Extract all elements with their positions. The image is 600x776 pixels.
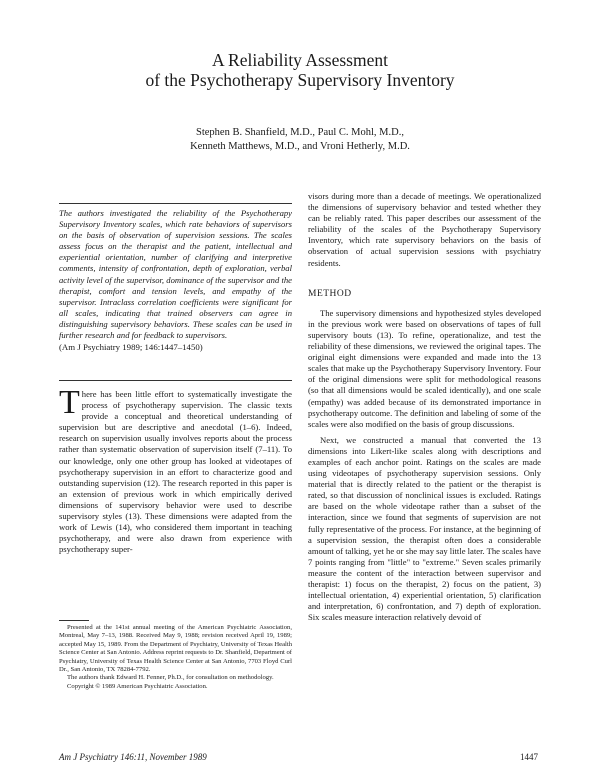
footnote-rule (59, 620, 89, 621)
abstract-block (59, 208, 292, 353)
continuation-paragraph: visors during more than a decade of meetings. We operationalized the dimensions of supervisory behavior and tested whether they can be reliably rated. This paper describes our assessment of the reliability of the scales of the Psychotherapy Supervisory Inventory, which rate supervisory behaviors on the basis of observation of actual supervision sessions with psychiatry residents. (308, 191, 541, 268)
footnotes (59, 624, 292, 691)
journal-footer: Am J Psychiatry 146:11, November 1989 (59, 752, 207, 762)
introduction (59, 384, 292, 555)
abstract-text: The authors investigated the reliability of the Psychotherapy Supervisory Inventory scales, which rate behaviors of supervisors on the basis of observation of supervision sessions. The scales assess focus on the therapist and the patient, intellectual and experiential orientation, number of clarifying and interpretive comments, intensity of confrontation, depth of exploration, verbal activity level of the supervisor, dominance of the supervisor and the therapist, comfort and tension levels, and empathy of the supervisor. Intraclass correlation coefficients were significant for all scales, indicating that trained observers can agree in distinguishing supervisory behaviors. These scales can be used in further research and for feedback to supervisors. (59, 208, 292, 341)
authors-line-2: Kenneth Matthews, M.D., and Vroni Hetherly, M.D. (190, 141, 410, 152)
footnote-copyright: Copyright © 1989 American Psychiatric Association. (67, 682, 208, 690)
footnote-presented: Presented at the 141st annual meeting of the American Psychiatric Association, Montreal, May 7–13, 1988. Received May 9, 1988; revision received April 19, 1989; accepted May 15, 1989. From the Department of Psychiatry, University of Texas Health Science Center at San Antonio. Address reprint requests to Dr. Shanfield, Department of Psychiatry, University of Texas Health Science Center at San Antonio, 7703 Floyd Curl Dr., San Antonio, TX 78284-7792. (59, 624, 292, 674)
abstract-bottom-rule (59, 380, 292, 381)
footnote-acknowledgment: The authors thank Edward H. Fenner, Ph.D., for consultation on methodology. (67, 674, 274, 682)
intro-text: here has been little effort to systematically investigate the process of psychotherapy supervision. The classic texts provide a conceptual and theoretical understanding of supervision but are descriptive and anecdotal (1–6). Indeed, research on supervision usually involves reports about the process rather than systematic observation of supervision itself (7–11). To our knowledge, only one other group has looked at videotapes of psychotherapy supervision in an effort to characterize good and outstanding supervision (12). The research reported in this paper is an extension of previous work in which empirically derived dimensions of supervisory behavior were used to describe supervisory styles (13). These dimensions were adapted from the work of Lewis (14), who considered them important in teaching psychotherapy, and were also drawn from experience with psychotherapy super- (59, 389, 292, 555)
authors-line-1: Stephen B. Shanfield, M.D., Paul C. Mohl, M.D., (196, 127, 404, 138)
title-line-1: A Reliability Assessment (212, 50, 388, 70)
title-line-2: of the Psychotherapy Supervisory Inventory (145, 70, 455, 90)
right-column (308, 191, 541, 623)
drop-cap: T (59, 384, 80, 421)
method-heading: METHOD (308, 288, 352, 299)
abstract-top-rule (59, 203, 292, 204)
author-list (0, 126, 600, 154)
method-paragraph-1: The supervisory dimensions and hypothesized styles developed in the previous work were based on observations of tapes of full supervisory bouts (13). To refine, operationalize, and test the reliability of these dimensions, we reviewed the original tapes. The original eight dimensions were expanded and made into the 13 scales that make up the Psychotherapy Supervisory Inventory. Four of the original dimensions were split for methodological reasons (so that all dimensions would be scaled identically), and one scale (empathy) was added because of its demonstrated importance in psychotherapy outcome. The definition and labeling of some of the scales were also modified on the basis of group discussions. (308, 307, 541, 429)
intro-paragraph (59, 384, 292, 555)
article-title (0, 50, 600, 90)
abstract-citation: (Am J Psychiatry 1989; 146:1447–1450) (59, 342, 203, 353)
page-number: 1447 (520, 752, 538, 762)
method-paragraph-2: Next, we constructed a manual that converted the 13 dimensions into Likert-like scales along with descriptions and examples of each anchor point. Ratings on the scales are made using videotapes of psychotherapy supervision sessions. Only material that is directly related to the patient or the therapist is rated, so that discussion of nonclinical issues is excluded. Ratings are based on the whole videotape rather than a subset of the interaction, since we found that segments of supervision are not fully representative of the process. For instance, at the beginning of a supervision session, the therapist often does a considerable amount of talking, yet he or she may say little later. The scales have 7 points ranging from "little" to "extreme." Seven scales primarily measure the content of the interaction between supervisor and therapist: 1) focus on the therapist, 2) focus on the patient, 3) intellectual orientation, 4) experiential orientation, 5) clarification and interpretation, 6) confrontation, and 7) depth of exploration. Six scales measure interaction relatively devoid of (308, 434, 541, 623)
